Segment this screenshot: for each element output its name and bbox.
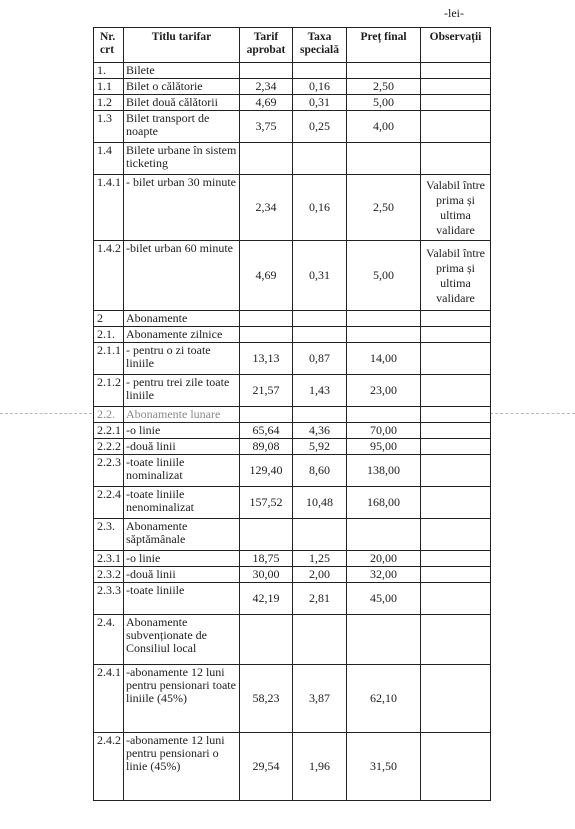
cell-tarif: 157,52 <box>240 487 293 519</box>
cell-taxa <box>293 327 347 343</box>
table-row <box>94 665 491 733</box>
cell-obs <box>421 551 491 567</box>
cell-nr: 2.4. <box>94 615 124 665</box>
cell-title: Bilet două călătorii <box>124 95 240 111</box>
cell-title: -toate liniile nenominalizat <box>124 487 240 519</box>
cell-nr: 2 <box>94 311 124 327</box>
cell-tarif: 42,19 <box>240 583 293 615</box>
cell-taxa: 0,16 <box>293 175 347 241</box>
header-taxa: Taxa specială <box>293 28 347 63</box>
table-row <box>94 567 491 583</box>
table-header-row <box>94 28 491 63</box>
table-row <box>94 63 491 79</box>
cell-tarif: 21,57 <box>240 375 293 407</box>
table-row <box>94 95 491 111</box>
cell-title: -o linie <box>124 423 240 439</box>
cell-pret: 95,00 <box>347 439 421 455</box>
cell-pret: 70,00 <box>347 423 421 439</box>
cell-pret: 4,00 <box>347 111 421 143</box>
cell-tarif: 129,40 <box>240 455 293 487</box>
cell-title: Abonamente săptămânale <box>124 519 240 551</box>
cell-title: Bilet o călătorie <box>124 79 240 95</box>
cell-taxa: 5,92 <box>293 439 347 455</box>
cell-title: - pentru o zi toate liniile <box>124 343 240 375</box>
cell-tarif: 2,34 <box>240 175 293 241</box>
cell-nr: 1. <box>94 63 124 79</box>
table-row <box>94 551 491 567</box>
cell-taxa <box>293 519 347 551</box>
cell-tarif <box>240 615 293 665</box>
cell-obs <box>421 327 491 343</box>
table-row <box>94 241 491 311</box>
cell-pret: 5,00 <box>347 95 421 111</box>
cell-tarif: 4,69 <box>240 95 293 111</box>
cell-obs <box>421 665 491 733</box>
table-row <box>94 375 491 407</box>
cell-title: -bilet urban 60 minute <box>124 241 240 311</box>
cell-nr: 2.2.4 <box>94 487 124 519</box>
cell-title: -abonamente 12 luni pentru pensionari toate liniile (45%) <box>124 665 240 733</box>
header-observatii: Observații <box>421 28 491 63</box>
cell-taxa <box>293 407 347 423</box>
cell-obs: Valabil între prima și ultima validare <box>421 175 491 241</box>
table-row <box>94 487 491 519</box>
cell-taxa: 3,87 <box>293 665 347 733</box>
cell-tarif <box>240 407 293 423</box>
cell-obs <box>421 63 491 79</box>
cell-title: Bilet transport de noapte <box>124 111 240 143</box>
cell-pret: 5,00 <box>347 241 421 311</box>
table-row <box>94 111 491 143</box>
cell-nr: 2.1.2 <box>94 375 124 407</box>
cell-tarif: 2,34 <box>240 79 293 95</box>
cell-taxa <box>293 311 347 327</box>
cell-taxa: 2,00 <box>293 567 347 583</box>
cell-pret <box>347 327 421 343</box>
cell-tarif: 4,69 <box>240 241 293 311</box>
currency-unit-label: -lei- <box>444 6 464 20</box>
cell-title: Abonamente <box>124 311 240 327</box>
cell-nr: 2.3.2 <box>94 567 124 583</box>
cell-obs <box>421 311 491 327</box>
cell-obs: Valabil între prima și ultima validare <box>421 241 491 311</box>
table-row <box>94 175 491 241</box>
cell-pret: 62,10 <box>347 665 421 733</box>
cell-taxa: 2,81 <box>293 583 347 615</box>
table-row <box>94 583 491 615</box>
cell-pret: 168,00 <box>347 487 421 519</box>
cell-obs <box>421 487 491 519</box>
cell-nr: 2.3.3 <box>94 583 124 615</box>
cell-tarif <box>240 311 293 327</box>
cell-tarif <box>240 143 293 175</box>
cell-obs <box>421 567 491 583</box>
cell-tarif <box>240 519 293 551</box>
cell-obs <box>421 423 491 439</box>
cell-obs <box>421 615 491 665</box>
cell-nr: 2.2. <box>94 407 124 423</box>
cell-title: -toate liniile <box>124 583 240 615</box>
cell-taxa <box>293 63 347 79</box>
cell-tarif: 13,13 <box>240 343 293 375</box>
table-row <box>94 519 491 551</box>
table-row <box>94 343 491 375</box>
cell-taxa: 1,43 <box>293 375 347 407</box>
cell-title: Abonamente zilnice <box>124 327 240 343</box>
cell-title: -o linie <box>124 551 240 567</box>
cell-title: - bilet urban 30 minute <box>124 175 240 241</box>
cell-obs <box>421 111 491 143</box>
cell-nr: 2.2.1 <box>94 423 124 439</box>
header-title: Titlu tarifar <box>124 28 240 63</box>
cell-title: -două linii <box>124 439 240 455</box>
cell-taxa <box>293 615 347 665</box>
cell-tarif <box>240 327 293 343</box>
cell-taxa: 1,25 <box>293 551 347 567</box>
cell-taxa: 0,25 <box>293 111 347 143</box>
cell-nr: 2.2.3 <box>94 455 124 487</box>
table-row <box>94 733 491 801</box>
cell-title: Bilete urbane în sistem ticketing <box>124 143 240 175</box>
table-row <box>94 327 491 343</box>
cell-title: Bilete <box>124 63 240 79</box>
cell-obs <box>421 343 491 375</box>
table-row <box>94 407 491 423</box>
table-row <box>94 615 491 665</box>
cell-tarif: 89,08 <box>240 439 293 455</box>
cell-nr: 2.4.1 <box>94 665 124 733</box>
cell-pret: 20,00 <box>347 551 421 567</box>
table-row <box>94 439 491 455</box>
cell-obs <box>421 407 491 423</box>
cell-title: Abonamente subvenționate de Consiliul local <box>124 615 240 665</box>
cell-pret <box>347 63 421 79</box>
cell-tarif: 58,23 <box>240 665 293 733</box>
cell-nr: 2.4.2 <box>94 733 124 801</box>
cell-pret <box>347 311 421 327</box>
cell-nr: 2.1.1 <box>94 343 124 375</box>
cell-nr: 1.2 <box>94 95 124 111</box>
table-row <box>94 311 491 327</box>
cell-taxa <box>293 143 347 175</box>
cell-pret: 14,00 <box>347 343 421 375</box>
cell-obs <box>421 455 491 487</box>
cell-title: -abonamente 12 luni pentru pensionari o linie (45%) <box>124 733 240 801</box>
table-row <box>94 143 491 175</box>
cell-taxa: 10,48 <box>293 487 347 519</box>
scan-artifact-line <box>490 413 575 414</box>
cell-taxa: 0,31 <box>293 241 347 311</box>
cell-pret <box>347 519 421 551</box>
cell-tarif: 3,75 <box>240 111 293 143</box>
cell-taxa: 1,96 <box>293 733 347 801</box>
cell-pret: 31,50 <box>347 733 421 801</box>
header-pret: Preț final <box>347 28 421 63</box>
cell-pret <box>347 143 421 175</box>
cell-title: -toate liniile nominalizat <box>124 455 240 487</box>
cell-obs <box>421 375 491 407</box>
cell-obs <box>421 439 491 455</box>
cell-taxa: 8,60 <box>293 455 347 487</box>
cell-obs <box>421 79 491 95</box>
cell-obs <box>421 583 491 615</box>
cell-obs <box>421 733 491 801</box>
tariff-table <box>93 27 491 801</box>
cell-nr: 1.4.2 <box>94 241 124 311</box>
cell-obs <box>421 95 491 111</box>
cell-taxa: 4,36 <box>293 423 347 439</box>
cell-title: Abonamente lunare <box>124 407 240 423</box>
cell-tarif <box>240 63 293 79</box>
scan-artifact-line <box>0 413 92 414</box>
table-row <box>94 455 491 487</box>
header-tarif: Tarif aprobat <box>240 28 293 63</box>
cell-taxa: 0,16 <box>293 79 347 95</box>
cell-taxa: 0,87 <box>293 343 347 375</box>
cell-pret: 138,00 <box>347 455 421 487</box>
cell-pret: 32,00 <box>347 567 421 583</box>
cell-pret: 23,00 <box>347 375 421 407</box>
table-row <box>94 79 491 95</box>
cell-nr: 2.3.1 <box>94 551 124 567</box>
cell-tarif: 29,54 <box>240 733 293 801</box>
cell-pret <box>347 407 421 423</box>
cell-title: - pentru trei zile toate liniile <box>124 375 240 407</box>
cell-pret: 2,50 <box>347 79 421 95</box>
header-nr: Nr. crt <box>94 28 124 63</box>
cell-obs <box>421 519 491 551</box>
cell-pret: 45,00 <box>347 583 421 615</box>
cell-pret: 2,50 <box>347 175 421 241</box>
cell-pret <box>347 615 421 665</box>
cell-nr: 1.4.1 <box>94 175 124 241</box>
cell-tarif: 18,75 <box>240 551 293 567</box>
cell-nr: 1.4 <box>94 143 124 175</box>
cell-nr: 2.3. <box>94 519 124 551</box>
cell-nr: 2.1. <box>94 327 124 343</box>
cell-nr: 2.2.2 <box>94 439 124 455</box>
cell-taxa: 0,31 <box>293 95 347 111</box>
cell-obs <box>421 143 491 175</box>
table-row <box>94 423 491 439</box>
cell-nr: 1.1 <box>94 79 124 95</box>
cell-tarif: 30,00 <box>240 567 293 583</box>
cell-title: -două linii <box>124 567 240 583</box>
cell-nr: 1.3 <box>94 111 124 143</box>
cell-tarif: 65,64 <box>240 423 293 439</box>
